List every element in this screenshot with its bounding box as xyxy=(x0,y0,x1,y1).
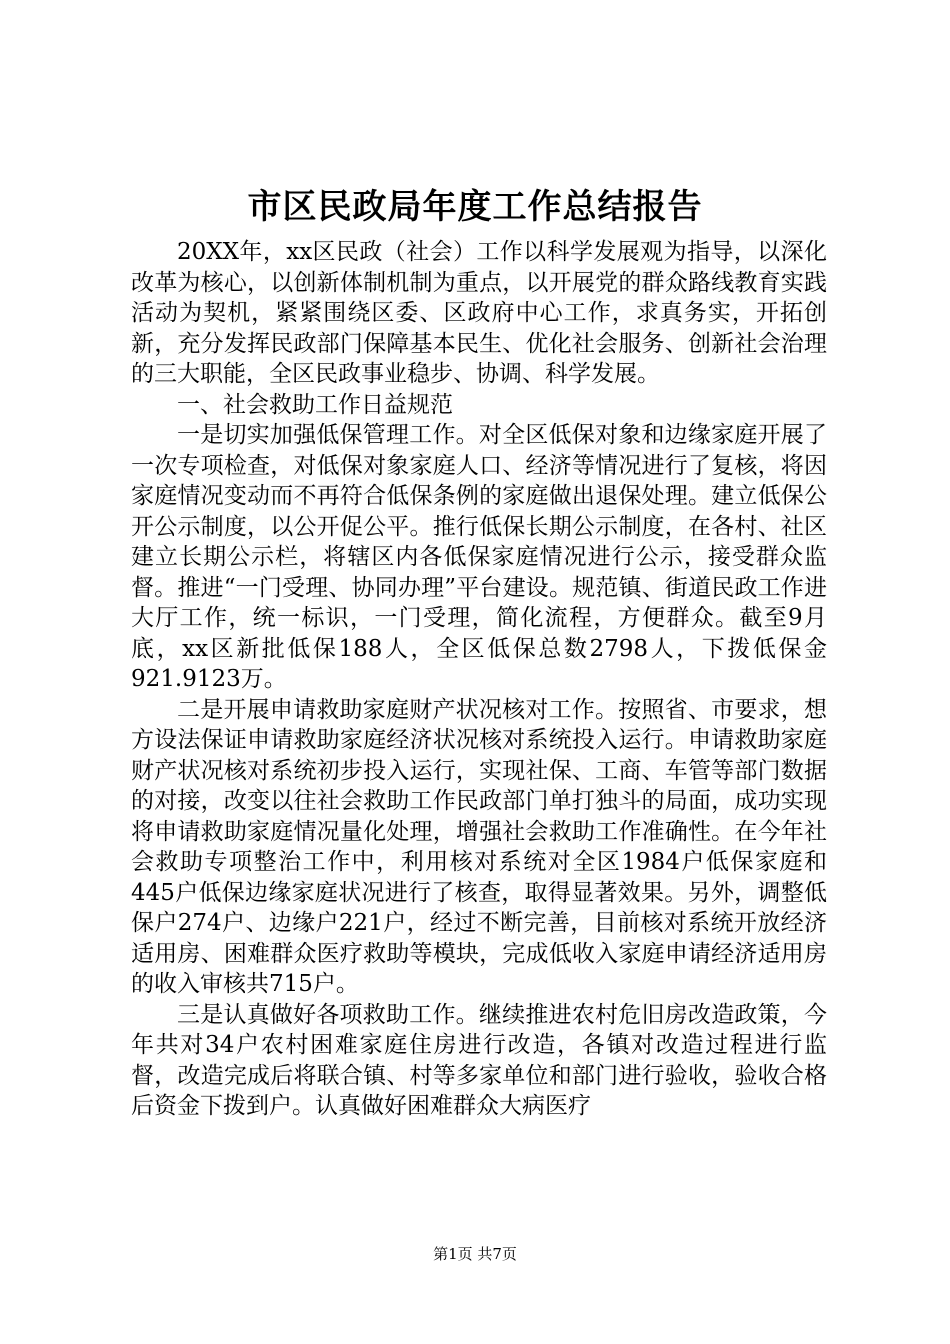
paragraph-intro: 20XX年，xx区民政（社会）工作以科学发展观为指导，以深化改革为核心，以创新体制机制为重点，以开展党的群众路线教育实践活动为契机，紧紧围绕区委、区政府中心工作，求真务实，开拓创新，充分发挥民政部门保障基本民生、优化社会服务、创新社会治理的三大职能，全区民政事业稳步、协调、科学发展。 xyxy=(131,239,827,387)
document-body xyxy=(131,237,827,1122)
document-title: 市区民政局年度工作总结报告 xyxy=(247,187,703,227)
page-number-footer: 第1页 共7页 xyxy=(433,1245,517,1263)
paragraph-subsistence-allowance: 一是切实加强低保管理工作。对全区低保对象和边缘家庭开展了一次专项检查，对低保对象家庭人口、经济等情况进行了复核，将因家庭情况变动而不再符合低保条例的家庭做出退保处理。建立低保公开公示制度，以公开促公平。推行低保长期公示制度，在各村、社区建立长期公示栏，将辖区内各低保家庭情况进行公示，接受群众监督。推进“一门受理、协同办理”平台建设。规范镇、街道民政工作进大厅工作，统一标识，一门受理，简化流程，方便群众。截至9月底，xx区新批低保188人，全区低保总数2798人，下拨低保金921.9123万。 xyxy=(131,422,827,692)
paragraph-asset-verification: 二是开展申请救助家庭财产状况核对工作。按照省、市要求，想方设法保证申请救助家庭经济状况核对系统投入运行。申请救助家庭财产状况核对系统初步投入运行，实现社保、工商、车管等部门数据的对接，改变以往社会救助工作民政部门单打独斗的局面，成功实现将申请救助家庭情况量化处理，增强社会救助工作准确性。在今年社会救助专项整治工作中，利用核对系统对全区1984户低保家庭和445户低保边缘家庭状况进行了核查，取得显著效果。另外，调整低保户274户、边缘户221户，经过不断完善，目前核对系统开放经济适用房、困难群众医疗救助等模块，完成低收入家庭申请经济适用房的收入审核共715户。 xyxy=(131,696,827,997)
paragraph-relief-work: 三是认真做好各项救助工作。继续推进农村危旧房改造政策，今年共对34户农村困难家庭住房进行改造，各镇对改造过程进行监督，改造完成后将联合镇、村等多家单位和部门进行验收，验收合格后资金下拨到户。认真做好困难群众大病医疗 xyxy=(131,1001,827,1119)
section-heading-1: 一、社会救助工作日益规范 xyxy=(177,391,453,418)
